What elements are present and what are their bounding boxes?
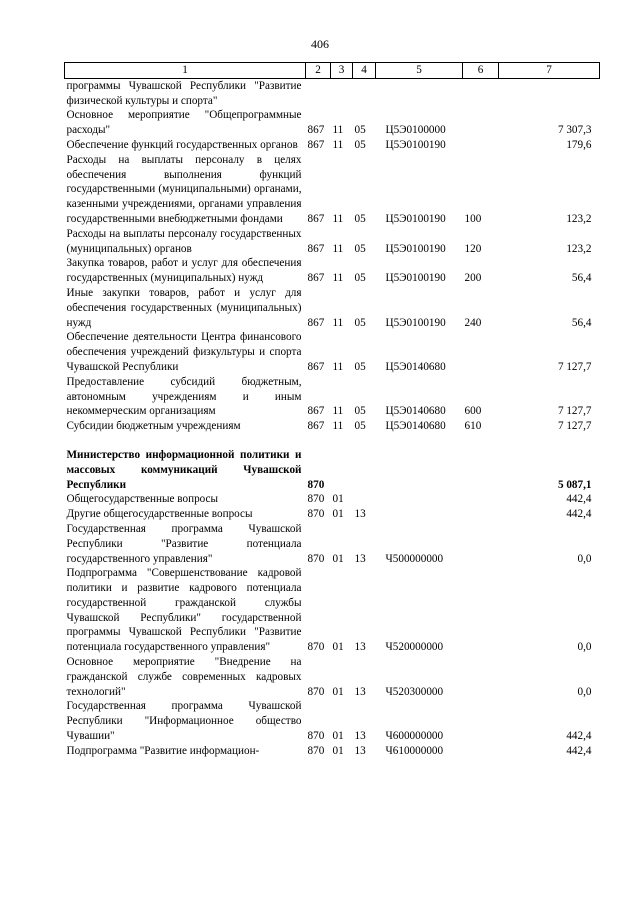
row-csr: Ц5Э0140680 bbox=[385, 360, 446, 373]
row-pr: 05 bbox=[354, 138, 366, 151]
row-csr bbox=[376, 448, 463, 492]
row-sum: 7 307,3 bbox=[557, 124, 592, 137]
table-row bbox=[65, 655, 600, 699]
table-row bbox=[65, 286, 600, 330]
row-vr: 120 bbox=[464, 242, 482, 255]
row-sum bbox=[499, 434, 600, 448]
row-name: Предоставление субсидий бюджетным, автономным учреждениям и иным некоммерческим организациям bbox=[66, 375, 302, 418]
row-rz: 01 bbox=[332, 641, 344, 654]
row-rz: 11 bbox=[332, 242, 344, 255]
header-col-csr: 5 bbox=[376, 63, 463, 79]
row-name: Общегосударственные вопросы bbox=[66, 493, 219, 506]
table-row bbox=[65, 419, 600, 434]
row-rz bbox=[331, 448, 353, 492]
row-vr bbox=[463, 448, 499, 492]
row-gr: 867 bbox=[307, 242, 325, 255]
table-row bbox=[65, 507, 600, 522]
row-gr: 870 bbox=[307, 730, 325, 743]
row-pr: 05 bbox=[354, 242, 366, 255]
row-pr bbox=[353, 78, 376, 108]
row-vr bbox=[463, 330, 499, 374]
row-name: Расходы на выплаты персоналу государственных (муниципальных) органов bbox=[66, 227, 302, 255]
row-sum: 56,4 bbox=[571, 316, 592, 329]
row-gr: 870 bbox=[307, 478, 325, 491]
row-gr: 870 bbox=[307, 744, 325, 757]
row-gr: 867 bbox=[307, 124, 325, 137]
row-csr: Ч520300000 bbox=[385, 685, 444, 698]
table-row bbox=[65, 566, 600, 655]
row-csr: Ч520000000 bbox=[385, 641, 444, 654]
table-row bbox=[65, 744, 600, 759]
row-gr: 867 bbox=[307, 138, 325, 151]
row-csr: Ц5Э0100000 bbox=[385, 124, 446, 137]
row-gr: 870 bbox=[307, 493, 325, 506]
table-row bbox=[65, 492, 600, 507]
row-sum: 5 087,1 bbox=[557, 478, 592, 491]
row-vr: 100 bbox=[464, 212, 482, 225]
row-gr: 867 bbox=[307, 360, 325, 373]
row-vr bbox=[463, 522, 499, 566]
row-rz: 11 bbox=[332, 138, 344, 151]
row-sum: 179,6 bbox=[566, 138, 592, 151]
table-row bbox=[65, 138, 600, 153]
row-rz bbox=[331, 434, 353, 448]
row-pr bbox=[353, 434, 376, 448]
row-vr bbox=[463, 699, 499, 743]
row-gr: 870 bbox=[307, 508, 325, 521]
row-name: Подпрограмма "Совершенствование кадровой политики и развитие кадрового потенциала государственной гражданской службы Чувашской Республики" государственной программы Чувашской Республики "Развитие потенциала государственного управления" bbox=[66, 567, 302, 654]
row-rz: 11 bbox=[332, 405, 344, 418]
row-csr bbox=[376, 507, 463, 522]
row-pr: 05 bbox=[354, 272, 366, 285]
budget-table bbox=[64, 62, 600, 759]
table-row bbox=[65, 153, 600, 227]
row-rz: 01 bbox=[332, 493, 344, 506]
row-pr bbox=[353, 448, 376, 492]
row-gr: 867 bbox=[307, 420, 325, 433]
row-vr bbox=[463, 744, 499, 759]
row-pr: 13 bbox=[354, 744, 366, 757]
row-sum bbox=[499, 78, 600, 108]
row-name: Иные закупки товаров, работ и услуг для обеспечения государственных (муниципальных) нужд bbox=[66, 286, 302, 329]
row-rz: 01 bbox=[332, 685, 344, 698]
row-csr bbox=[376, 434, 463, 448]
row-csr: Ч600000000 bbox=[385, 730, 444, 743]
row-name: Обеспечение деятельности Центра финансового обеспечения учреждений физкультуры и спорта Чувашской Республики bbox=[66, 331, 302, 373]
row-csr: Ц5Э0140680 bbox=[385, 405, 446, 418]
row-csr: Ц5Э0100190 bbox=[385, 242, 446, 255]
row-sum: 442,4 bbox=[566, 493, 592, 506]
row-name: Министерство информационной политики и массовых коммуникаций Чувашской Республики bbox=[66, 448, 302, 491]
row-rz: 11 bbox=[332, 316, 344, 329]
row-pr: 13 bbox=[354, 552, 366, 565]
row-rz: 01 bbox=[332, 508, 344, 521]
row-gr: 870 bbox=[307, 552, 325, 565]
header-col-rz: 3 bbox=[331, 63, 353, 79]
row-sum: 7 127,7 bbox=[557, 405, 592, 418]
row-rz: 01 bbox=[332, 730, 344, 743]
table-row bbox=[65, 227, 600, 257]
row-sum: 442,4 bbox=[566, 744, 592, 757]
header-row bbox=[65, 63, 600, 79]
row-pr: 05 bbox=[354, 420, 366, 433]
row-name: Государственная программа Чувашской Республики "Информационное общество Чувашии" bbox=[66, 700, 302, 743]
table-row bbox=[65, 78, 600, 108]
row-name: программы Чувашской Республики "Развитие физической культуры и спорта" bbox=[66, 79, 302, 107]
row-csr: Ч500000000 bbox=[385, 552, 444, 565]
row-pr: 05 bbox=[354, 316, 366, 329]
row-pr: 13 bbox=[354, 685, 366, 698]
row-vr bbox=[463, 507, 499, 522]
row-name: Закупка товаров, работ и услуг для обеспечения государственных (муниципальных) нужд bbox=[66, 257, 302, 285]
row-rz: 11 bbox=[332, 360, 344, 373]
row-sum: 442,4 bbox=[566, 508, 592, 521]
row-name: Другие общегосударственные вопросы bbox=[66, 508, 253, 521]
row-csr: Ц5Э0140680 bbox=[385, 420, 446, 433]
row-name: Обеспечение функций государственных органов bbox=[66, 138, 298, 151]
row-gr: 870 bbox=[307, 685, 325, 698]
table-row bbox=[65, 375, 600, 419]
row-vr: 240 bbox=[464, 316, 482, 329]
table-header bbox=[65, 63, 600, 79]
table-row bbox=[65, 522, 600, 566]
row-gr: 867 bbox=[307, 212, 325, 225]
row-gr bbox=[306, 434, 331, 448]
row-vr bbox=[463, 78, 499, 108]
row-name: Основное мероприятие "Общепрограммные расходы" bbox=[66, 109, 302, 137]
row-rz: 11 bbox=[332, 420, 344, 433]
row-sum: 0,0 bbox=[577, 641, 592, 654]
row-pr: 05 bbox=[354, 360, 366, 373]
row-gr: 867 bbox=[307, 272, 325, 285]
row-sum: 123,2 bbox=[566, 212, 592, 225]
row-pr: 13 bbox=[354, 641, 366, 654]
row-name bbox=[65, 434, 306, 448]
page-number: 406 bbox=[311, 37, 329, 51]
row-rz: 01 bbox=[332, 744, 344, 757]
row-vr: 200 bbox=[464, 272, 482, 285]
header-col-vr: 6 bbox=[463, 63, 499, 79]
row-vr: 600 bbox=[464, 405, 482, 418]
row-rz: 11 bbox=[332, 212, 344, 225]
row-gr bbox=[306, 78, 331, 108]
row-pr: 13 bbox=[354, 730, 366, 743]
row-name: Субсидии бюджетным учреждениям bbox=[66, 420, 241, 433]
row-gr: 870 bbox=[307, 641, 325, 654]
row-name: Расходы на выплаты персоналу в целях обеспечения выполнения функций государственными (муниципальными) органами, казенными учреждениями, органами управления государственными внебюджетными фондами bbox=[66, 153, 302, 225]
row-csr: Ц5Э0100190 bbox=[385, 212, 446, 225]
row-name: Государственная программа Чувашской Республики "Развитие потенциала государственного управления" bbox=[66, 522, 302, 565]
table-body bbox=[65, 78, 600, 758]
header-col-sum: 7 bbox=[499, 63, 600, 79]
header-col-pr: 4 bbox=[353, 63, 376, 79]
row-csr: Ц5Э0100190 bbox=[385, 138, 446, 151]
row-pr: 13 bbox=[354, 508, 366, 521]
row-pr: 05 bbox=[354, 405, 366, 418]
row-sum: 0,0 bbox=[577, 685, 592, 698]
row-vr bbox=[463, 655, 499, 699]
row-csr: Ч610000000 bbox=[385, 744, 444, 757]
row-csr: Ц5Э0100190 bbox=[385, 316, 446, 329]
row-csr bbox=[376, 78, 463, 108]
row-pr: 05 bbox=[354, 124, 366, 137]
row-rz bbox=[331, 78, 353, 108]
row-vr: 610 bbox=[464, 420, 482, 433]
row-name: Основное мероприятие "Внедрение на гражданской службе современных кадровых технологий" bbox=[66, 656, 302, 698]
row-vr bbox=[463, 108, 499, 138]
row-rz: 11 bbox=[332, 124, 344, 137]
row-vr bbox=[463, 566, 499, 655]
row-rz: 01 bbox=[332, 552, 344, 565]
row-gr: 867 bbox=[307, 405, 325, 418]
table-row bbox=[65, 448, 600, 492]
table-row bbox=[65, 434, 600, 448]
row-vr bbox=[463, 434, 499, 448]
row-vr bbox=[463, 492, 499, 507]
table-row bbox=[65, 330, 600, 374]
row-pr bbox=[353, 492, 376, 507]
table-row bbox=[65, 108, 600, 138]
row-pr: 05 bbox=[354, 212, 366, 225]
header-col-name: 1 bbox=[65, 63, 306, 79]
row-sum: 0,0 bbox=[577, 552, 592, 565]
row-sum: 7 127,7 bbox=[557, 420, 592, 433]
row-csr bbox=[376, 492, 463, 507]
table-row bbox=[65, 699, 600, 743]
row-vr bbox=[463, 138, 499, 153]
row-sum: 123,2 bbox=[566, 242, 592, 255]
table-row bbox=[65, 256, 600, 286]
row-gr: 867 bbox=[307, 316, 325, 329]
row-sum: 7 127,7 bbox=[557, 360, 592, 373]
row-sum: 442,4 bbox=[566, 730, 592, 743]
row-rz: 11 bbox=[332, 272, 344, 285]
row-name: Подпрограмма "Развитие информацион- bbox=[66, 744, 260, 757]
header-col-gr: 2 bbox=[306, 63, 331, 79]
row-csr: Ц5Э0100190 bbox=[385, 272, 446, 285]
row-sum: 56,4 bbox=[571, 272, 592, 285]
